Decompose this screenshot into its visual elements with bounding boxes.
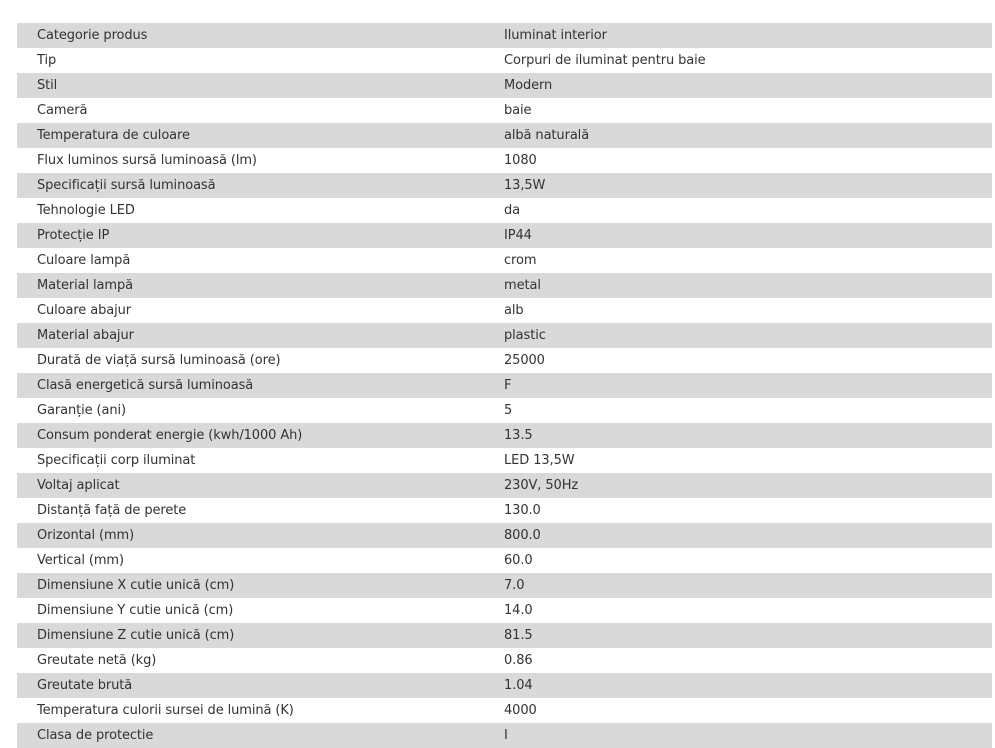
spec-label: Cameră: [37, 103, 88, 118]
spec-value: crom: [504, 253, 537, 268]
spec-label: Dimensiune Z cutie unică (cm): [37, 628, 235, 643]
spec-value: plastic: [504, 328, 546, 343]
spec-value: 7.0: [504, 578, 525, 593]
spec-label: Material abajur: [37, 328, 134, 343]
spec-row: [17, 398, 992, 423]
spec-value: 1080: [504, 153, 537, 168]
spec-row: [17, 523, 992, 548]
spec-row: [17, 448, 992, 473]
spec-value: albă naturală: [504, 128, 590, 143]
spec-label: Flux luminos sursă luminoasă (lm): [37, 153, 257, 168]
spec-value: 5: [504, 403, 513, 418]
spec-row: [17, 648, 992, 673]
spec-value: 4000: [504, 703, 537, 718]
spec-value: LED 13,5W: [504, 453, 575, 468]
spec-label: Clasa de protectie: [37, 728, 154, 743]
spec-row: [17, 223, 992, 248]
spec-value: I: [504, 728, 508, 743]
spec-label: Greutate netă (kg): [37, 653, 157, 668]
spec-value: metal: [504, 278, 541, 293]
spec-label: Specificații corp iluminat: [37, 453, 196, 468]
spec-label: Temperatura de culoare: [37, 128, 190, 143]
spec-label: Durată de viață sursă luminoasă (ore): [37, 353, 281, 368]
spec-value: baie: [504, 103, 532, 118]
specifications-table-body: [17, 23, 992, 748]
spec-label: Protecție IP: [37, 228, 110, 243]
spec-value: 800.0: [504, 528, 541, 543]
spec-label: Voltaj aplicat: [37, 478, 120, 493]
spec-label: Specificații sursă luminoasă: [37, 178, 216, 193]
spec-label: Garanție (ani): [37, 403, 126, 418]
spec-value: 230V, 50Hz: [504, 478, 579, 493]
spec-row: [17, 323, 992, 348]
spec-label: Greutate brută: [37, 678, 133, 693]
spec-label: Vertical (mm): [37, 553, 124, 568]
spec-row: [17, 623, 992, 648]
spec-label: Stil: [37, 78, 58, 93]
spec-row: [17, 173, 992, 198]
spec-row: [17, 148, 992, 173]
spec-value: 0.86: [504, 653, 533, 668]
spec-row: [17, 198, 992, 223]
spec-value: 81.5: [504, 628, 533, 643]
spec-row: [17, 48, 992, 73]
spec-label: Clasă energetică sursă luminoasă: [37, 378, 254, 393]
spec-label: Distanță față de perete: [37, 503, 187, 518]
spec-row: [17, 548, 992, 573]
spec-label: Culoare lampă: [37, 253, 131, 268]
spec-row: [17, 423, 992, 448]
spec-value: F: [504, 378, 512, 393]
spec-value: IP44: [504, 228, 532, 243]
spec-value: Modern: [504, 78, 553, 93]
spec-value: Iluminat interior: [504, 28, 607, 43]
spec-row: [17, 273, 992, 298]
spec-row: [17, 498, 992, 523]
spec-value: 130.0: [504, 503, 541, 518]
spec-label: Tip: [37, 53, 57, 68]
spec-value: 1.04: [504, 678, 533, 693]
spec-row: [17, 673, 992, 698]
spec-row: [17, 598, 992, 623]
spec-value: 13.5: [504, 428, 533, 443]
spec-value: 25000: [504, 353, 545, 368]
spec-row: [17, 348, 992, 373]
product-specifications: [17, 23, 992, 748]
spec-row: [17, 573, 992, 598]
spec-label: Dimensiune X cutie unică (cm): [37, 578, 235, 593]
specifications-table: [17, 23, 992, 748]
spec-value: Corpuri de iluminat pentru baie: [504, 53, 706, 68]
spec-row: [17, 298, 992, 323]
spec-label: Tehnologie LED: [37, 203, 135, 218]
spec-value: 14.0: [504, 603, 533, 618]
spec-label: Dimensiune Y cutie unică (cm): [37, 603, 234, 618]
spec-value: da: [504, 203, 521, 218]
spec-value: 13,5W: [504, 178, 546, 193]
spec-row: [17, 248, 992, 273]
spec-value: 60.0: [504, 553, 533, 568]
spec-row: [17, 373, 992, 398]
spec-label: Temperatura culorii sursei de lumină (K): [37, 703, 294, 718]
spec-row: [17, 98, 992, 123]
spec-value: alb: [504, 303, 524, 318]
spec-row: [17, 723, 992, 748]
spec-label: Culoare abajur: [37, 303, 132, 318]
spec-row: [17, 123, 992, 148]
spec-row: [17, 698, 992, 723]
spec-row: [17, 23, 992, 48]
spec-row: [17, 73, 992, 98]
spec-label: Categorie produs: [37, 28, 148, 43]
spec-label: Consum ponderat energie (kwh/1000 Ah): [37, 428, 303, 443]
spec-label: Material lampă: [37, 278, 134, 293]
spec-row: [17, 473, 992, 498]
spec-label: Orizontal (mm): [37, 528, 135, 543]
